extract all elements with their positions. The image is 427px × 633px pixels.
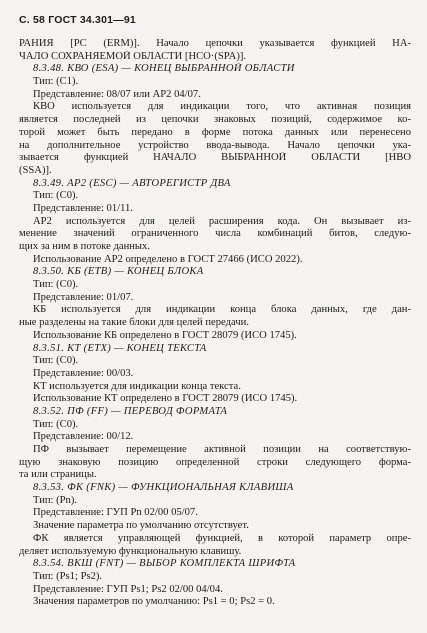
text-line: АР2 используется для целей расширения кода. Он вызывает из- [33, 215, 411, 227]
text-line: КВО используется для индикации того, что активная позиция [33, 101, 411, 113]
section-heading: 8.3.54. ВКШ (FNT) — ВЫБОР КОМПЛЕКТА ШРИФТА [33, 558, 296, 570]
text-line: Использование КТ определено в ГОСТ 28079 (ИСО 1745). [33, 393, 298, 405]
text-line: Представление: ГУП Рn 02/00 05/07. [33, 507, 198, 519]
section-heading: 8.3.48. КВО (ESA) — КОНЕЦ ВЫБРАННОЙ ОБЛАСТИ [33, 63, 295, 75]
section-heading: 8.3.52. ПФ (FF) — ПЕРЕВОД ФОРМАТА [33, 405, 228, 417]
text-line: Представление: 01/11. [33, 202, 133, 214]
text-line: РАНИЯ [PC (ERM)]. Начало цепочки указывается функцией НА- [19, 38, 411, 49]
text-line: является последней из цепочки знаковых позиций, содержимое ко- [19, 114, 411, 126]
text-line: щих за ним в потоке данных. [19, 241, 150, 252]
text-line: Представление: 08/07 или АР2 04/07. [33, 88, 201, 100]
text-line: щую знаковую позицию определенной строки следующего форма- [19, 456, 411, 468]
section-heading: 8.3.49. АР2 (ESC) — АВТОРЕГИСТР ДВА [33, 177, 231, 189]
text-line: Тип: (С0). [33, 279, 79, 291]
document-body [19, 38, 411, 609]
text-line: ЧАЛО СОХРАНЯЕМОЙ ОБЛАСТИ [НСО·(SPA)]. [19, 50, 247, 62]
text-line: ные разделены на такие блоки для целей передачи. [19, 317, 249, 329]
text-line: Тип: (Рs1; Рs2). [33, 570, 103, 582]
text-line: Тип: (Рn). [33, 494, 78, 506]
text-line: Представление: 00/03. [33, 367, 134, 379]
text-line: Представление: 01/07. [33, 291, 134, 303]
section-heading: 8.3.51. КТ (ETX) — КОНЕЦ ТЕКСТА [33, 342, 207, 354]
text-line: Представление: ГУП Рs1; Рs2 02/00 04/04. [33, 583, 223, 595]
text-line: Использование КБ определено в ГОСТ 28079 (ИСО 1745). [33, 329, 297, 341]
text-line: КТ используется для индикации конца текста. [33, 380, 241, 392]
text-line: менение значений ограниченного числа комбинаций битов, следую- [19, 228, 411, 240]
text-line: Значение параметра по умолчанию отсутствует. [33, 520, 249, 532]
section-heading: 8.3.50. КБ (ETB) — КОНЕЦ БЛОКА [33, 266, 204, 278]
text-line: ФК является управляющей функцией, в которой параметр опре- [33, 532, 411, 544]
text-line: Тип: (С0). [33, 190, 79, 202]
text-line: деляет используемую функциональную клавишу. [19, 545, 242, 557]
text-line: Тип: (С0). [33, 418, 79, 430]
page-header: С. 58 ГОСТ 34.301—91 [19, 14, 136, 26]
text-line: ПФ вызывает перемещение активной позиции на соответствую- [33, 444, 411, 455]
text-line: Представление: 00/12. [33, 431, 134, 443]
text-line: Значения параметров по умолчанию: Рs1 = 0; Рs2 = 0. [33, 596, 275, 608]
text-line: Тип: (С0). [33, 355, 79, 367]
text-line: на дополнительное устройство ввода-вывода. Начало цепочки ука- [19, 139, 411, 151]
text-line: зывается функцией НАЧАЛО ВЫБРАННОЙ ОБЛАСТИ [НВО [19, 152, 411, 164]
text-line: торой может быть передано в форме потока данных или перенесено [19, 126, 411, 138]
text-line: (SSA)]. [19, 164, 52, 176]
text-line: Использование АР2 определено в ГОСТ 27466 (ИСО 2022). [33, 253, 303, 265]
section-heading: 8.3.53. ФК (FNK) — ФУНКЦИОНАЛЬНАЯ КЛАВИША [33, 482, 294, 494]
text-line: та или страницы. [19, 469, 97, 481]
text-line: КБ используется для индикации конца блока данных, где дан- [33, 304, 411, 316]
text-line: Тип: (С1). [33, 76, 79, 88]
